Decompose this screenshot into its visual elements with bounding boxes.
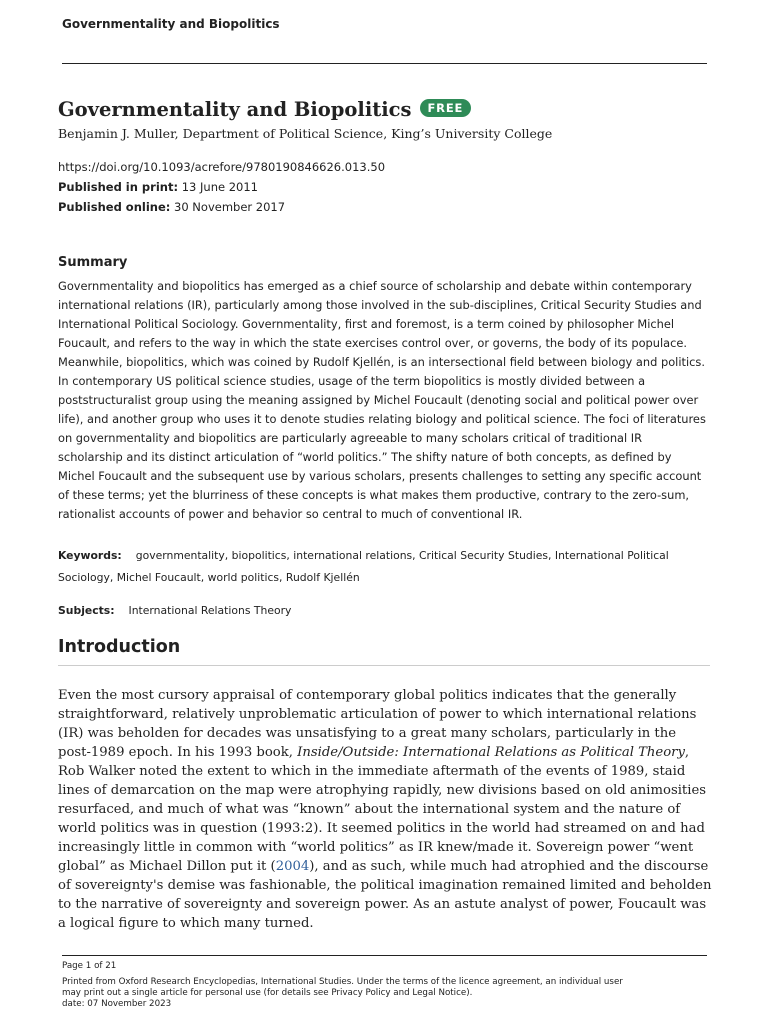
published-online-label: Published online: <box>58 200 171 214</box>
published-online <box>58 200 285 214</box>
footer-divider <box>62 955 707 956</box>
article-title-row <box>58 98 471 121</box>
subjects-list: International Relations Theory <box>128 604 292 617</box>
article-title: Governmentality and Biopolitics <box>58 98 412 121</box>
intro-text-part-1: Even the most cursory appraisal of contemporary global politics indicates that the generally straightforward, relatively unproblematic articulation of power to which international relations (IR) was beholden for decades was unsatisfying to a great many scholars, particularly in the post-1989 epoch. In his 1993 book, <box>58 688 697 760</box>
summary-text: Governmentality and biopolitics has emerged as a chief source of scholarship and debate within contemporary international relations (IR), particularly among those involved in the sub-disciplines, Critical Security Studies and International Political Sociology. Governmentality, first and foremost, is a term coined by philosopher Michel Foucault, and refers to the way in which the state exercises control over, or governs, the body of its populace. Meanwhile, biopolitics, which was coined by Rudolf Kjellén, is an intersectional field between biology and politics. In contemporary US political science studies, usage of the term biopolitics is mostly divided between a poststructuralist group using the meaning assigned by Michel Foucault (denoting social and political power over life), and another group who uses it to denote studies relating biology and political science. The foci of literatures on governmentality and biopolitics are particularly agreeable to many scholars critical of traditional IR scholarship and its distinct articulation of “world politics.” The shifty nature of both concepts, as defined by Michel Foucault and the subsequent use by various scholars, presents challenges to setting any specific account of these terms; yet the blurriness of these concepts is what makes them productive, contrary to the zero-sum, rationalist accounts of power and behavior so central to much of conventional IR. <box>58 279 706 521</box>
licence-notice-line-1: Printed from Oxford Research Encyclopedias, International Studies. Under the terms of the licence agreement, an individual user <box>62 977 623 987</box>
print-date: date: 07 November 2023 <box>62 999 172 1009</box>
introduction-paragraph <box>58 686 713 933</box>
top-divider <box>62 63 707 64</box>
reference-link-2004[interactable]: 2004 <box>275 859 310 874</box>
published-online-date: 30 November 2017 <box>174 200 286 214</box>
page-number: Page 1 of 21 <box>62 961 117 971</box>
introduction-divider <box>58 665 710 666</box>
subjects-label: Subjects: <box>58 604 115 617</box>
published-print-date: 13 June 2011 <box>181 180 258 194</box>
introduction-heading: Introduction <box>58 637 181 657</box>
article-author: Benjamin J. Muller, Department of Political Science, King’s University College <box>58 126 553 141</box>
doi-link[interactable]: https://doi.org/10.1093/acrefore/9780190846626.013.50 <box>58 160 386 174</box>
licence-notice-line-2: may print out a single article for personal use (for details see Privacy Policy and Legal Notice). <box>62 988 473 998</box>
intro-text-part-2: , Rob Walker noted the extent to which in the immediate aftermath of the events of 1989, staid lines of demarcation on the map were atrophying rapidly, new divisions based on old animosities resurfaced, and much of what was “known” about the international system and the nature of world politics was in question (1993:2). It seemed politics in the world had streamed on and had increasingly little in common with “world politics” as IR knew/made it. Sovereign power “went global” as Michael Dillon put it ( <box>58 745 707 874</box>
keywords-list: governmentality, biopolitics, international relations, Critical Security Studies, International Political Sociology, Michel Foucault, world politics, Rudolf Kjellén <box>58 549 669 584</box>
book-title: Inside/Outside: International Relations as Political Theory <box>297 745 685 760</box>
keywords-label: Keywords: <box>58 549 122 562</box>
free-badge: FREE <box>420 99 472 117</box>
published-print <box>58 180 258 194</box>
keywords <box>58 545 708 589</box>
running-head: Governmentality and Biopolitics <box>62 17 280 31</box>
intro-text-part-3: ), and as such, while much had atrophied and the discourse of sovereignty's demise was fashionable, the political imagination remained limited and beholden to the narrative of sovereignty and sovereign power. As an astute analyst of power, Foucault was a logical figure to which many turned. <box>58 859 712 931</box>
subjects <box>58 604 291 617</box>
summary-heading: Summary <box>58 255 128 270</box>
published-print-label: Published in print: <box>58 180 179 194</box>
